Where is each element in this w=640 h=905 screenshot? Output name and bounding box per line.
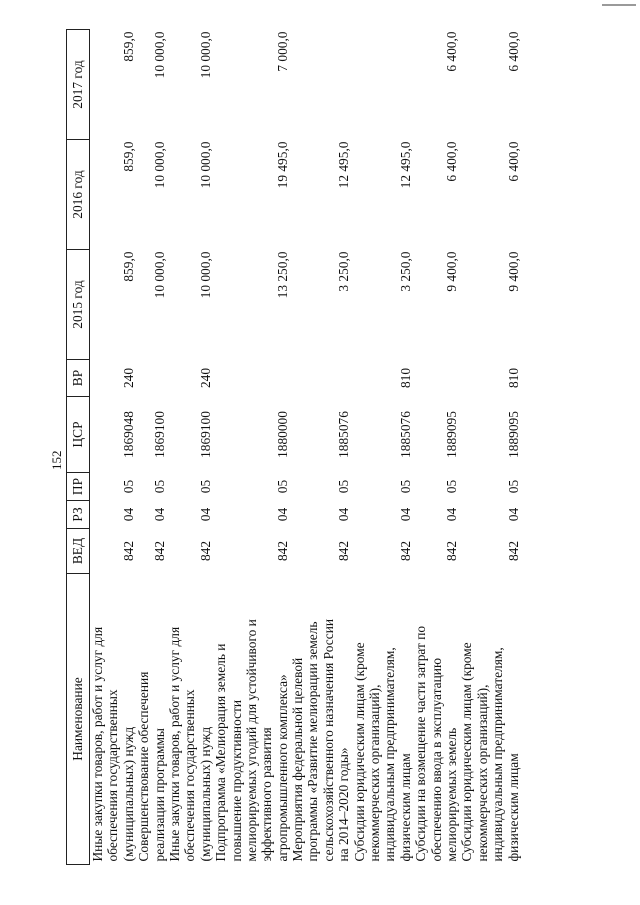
- row-2017: [352, 30, 414, 140]
- row-vr: [290, 360, 352, 397]
- row-pr: 05: [336, 479, 352, 494]
- row-ved: 842: [274, 540, 290, 562]
- row-2017: 6 400,0: [443, 31, 459, 72]
- row-2015: 3 250,0: [336, 251, 352, 292]
- row-csr: 1880000: [274, 411, 290, 458]
- row-2016: 12 495,0: [397, 141, 413, 189]
- row-vr: 240: [120, 367, 136, 389]
- row-rz: 04: [120, 507, 136, 522]
- row-name: [290, 574, 352, 865]
- row-name: [136, 574, 167, 865]
- row-vr: 810: [505, 367, 521, 389]
- table-row: [459, 30, 521, 865]
- table-row: [90, 30, 137, 865]
- row-2017: [290, 30, 352, 140]
- row-name-line: Субсидии юридическим лицам (кроме: [351, 642, 367, 862]
- header-ved: ВЕД: [67, 529, 90, 574]
- row-csr: 1885076: [397, 411, 413, 458]
- row-name-line: Субсидии юридическим лицам (кроме: [459, 642, 475, 862]
- row-pr: 05: [120, 479, 136, 494]
- row-name: [167, 574, 213, 865]
- row-2015: 3 250,0: [397, 251, 413, 292]
- row-name-line: программы «Развитие мелиорации земель: [305, 621, 321, 862]
- row-name: [90, 574, 137, 865]
- row-name-line: агропромышленного комплекса»: [274, 674, 290, 862]
- table-row: [290, 30, 352, 865]
- row-name: [413, 574, 459, 865]
- page-number: 152: [49, 450, 64, 470]
- row-vr: [136, 360, 167, 397]
- row-name-line: обеспечению ввода в эксплуатацию: [428, 658, 444, 862]
- row-2016: 6 400,0: [505, 141, 521, 182]
- row-name: [213, 574, 290, 865]
- row-name-line: Совершенствование обеспечения: [136, 671, 152, 862]
- table-header-row: [67, 30, 90, 865]
- row-rz: 04: [397, 507, 413, 522]
- table-row: [167, 30, 213, 865]
- row-name-line: Субсидии на возмещение части затрат по: [413, 625, 429, 862]
- row-pr: 05: [274, 479, 290, 494]
- table-row: [136, 30, 167, 865]
- row-ved: 842: [443, 540, 459, 562]
- row-ved: 842: [197, 540, 213, 562]
- row-rz: 04: [274, 507, 290, 522]
- row-name-line: сельскохозяйственного назначения России: [320, 618, 336, 862]
- row-vr: 240: [197, 367, 213, 389]
- row-pr: 05: [197, 479, 213, 494]
- row-name-line: некоммерческих организаций),: [474, 684, 490, 862]
- row-name-line: Иные закупки товаров, работ и услуг для: [90, 626, 105, 862]
- table-row: [352, 30, 414, 865]
- header-pr: ПР: [67, 473, 90, 501]
- row-csr: 1889095: [505, 411, 521, 458]
- row-name-line: реализации программы: [151, 728, 167, 862]
- row-name-line: некоммерческих организаций),: [367, 684, 383, 862]
- header-vr: ВР: [67, 360, 90, 397]
- row-2017: 6 400,0: [505, 31, 521, 72]
- row-ved: 842: [336, 540, 352, 562]
- row-2017: 859,0: [120, 31, 136, 62]
- row-vr: [213, 360, 290, 397]
- row-name-line: эффективного развития: [259, 727, 275, 862]
- row-ved: 842: [505, 540, 521, 562]
- row-name-line: Подпрограмма «Мелиорация земель и: [213, 643, 229, 862]
- row-csr: 1869048: [120, 411, 136, 458]
- row-name-line: (муниципальных) нужд: [197, 726, 213, 862]
- row-ved: 842: [397, 540, 413, 562]
- row-2017: 10 000,0: [151, 31, 167, 79]
- budget-table: [66, 29, 521, 865]
- row-vr: [413, 360, 459, 397]
- header-2016: 2016 год: [67, 140, 90, 250]
- row-ved: 842: [151, 540, 167, 562]
- row-vr: 810: [397, 367, 413, 389]
- row-2017: 7 000,0: [274, 31, 290, 72]
- row-rz: 04: [336, 507, 352, 522]
- row-2016: 859,0: [120, 141, 136, 172]
- row-name: [459, 574, 521, 865]
- row-2016: 6 400,0: [443, 141, 459, 182]
- row-name-line: Иные закупки товаров, работ и услуг для: [166, 626, 182, 862]
- row-2016: 10 000,0: [151, 141, 167, 189]
- row-pr: 05: [151, 479, 167, 494]
- row-pr: 05: [505, 479, 521, 494]
- row-2015: 10 000,0: [197, 251, 213, 299]
- row-name-line: физическим лицам: [397, 753, 413, 862]
- header-2017: 2017 год: [67, 30, 90, 140]
- row-name-line: обеспечения государственных: [182, 689, 198, 862]
- row-name-line: индивидуальным предпринимателям,: [490, 647, 506, 862]
- row-pr: 05: [397, 479, 413, 494]
- header-csr: ЦСР: [67, 397, 90, 473]
- row-csr: 1889095: [443, 411, 459, 458]
- row-name-line: физическим лицам: [505, 753, 521, 862]
- row-2016: 12 495,0: [336, 141, 352, 189]
- header-name: Наименование: [67, 574, 90, 865]
- row-name-line: Мероприятия федеральной целевой: [290, 657, 306, 862]
- row-name-line: (муниципальных) нужд: [120, 726, 136, 862]
- row-name-line: индивидуальным предпринимателям,: [382, 647, 398, 862]
- row-rz: 04: [505, 507, 521, 522]
- row-rz: 04: [197, 507, 213, 522]
- row-2016: 10 000,0: [197, 141, 213, 189]
- row-2015: 859,0: [120, 251, 136, 282]
- row-name: [352, 574, 414, 865]
- row-2015: 9 400,0: [443, 251, 459, 292]
- row-name-line: обеспечения государственных: [105, 689, 121, 862]
- row-pr: 05: [443, 479, 459, 494]
- row-2017: 10 000,0: [197, 31, 213, 79]
- row-ved: 842: [120, 540, 136, 562]
- row-csr: 1869100: [151, 411, 167, 458]
- row-2015: 10 000,0: [151, 251, 167, 299]
- row-2016: 19 495,0: [274, 141, 290, 189]
- row-name-line: мелиорируемых угодий для устойчивого и: [243, 619, 259, 862]
- row-2015: 9 400,0: [505, 251, 521, 292]
- row-name-line: мелиорируемых земель: [443, 727, 459, 862]
- header-2015: 2015 год: [67, 250, 90, 360]
- row-2015: 13 250,0: [274, 251, 290, 299]
- table-row: [413, 30, 459, 865]
- row-rz: 04: [151, 507, 167, 522]
- scan-edge-mark: [602, 4, 636, 6]
- row-csr: 1869100: [197, 411, 213, 458]
- row-csr: 1885076: [336, 411, 352, 458]
- row-rz: 04: [443, 507, 459, 522]
- row-name-line: на 2014–2020 годы»: [336, 747, 352, 862]
- row-name-line: повышение продуктивности: [228, 699, 244, 862]
- table-row: [213, 30, 290, 865]
- header-rz: РЗ: [67, 501, 90, 529]
- rotated-page: [50, 30, 575, 865]
